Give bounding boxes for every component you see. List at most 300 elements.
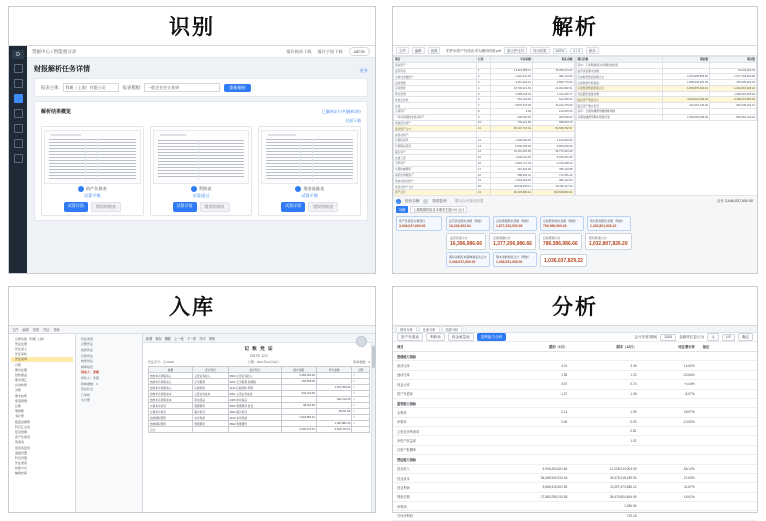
- table-row[interactable]: [393, 389, 757, 398]
- cell-end: [571, 455, 640, 464]
- list-item[interactable]: 凭证状态: [81, 387, 94, 392]
- cell: 688,904.15: [532, 120, 574, 126]
- col-header: 期末（12月）: [571, 342, 640, 352]
- sheet-button[interactable]: 打印: [199, 336, 206, 341]
- list-item[interactable]: 转账凭证: [81, 359, 94, 364]
- cell: 688,904.12: [491, 172, 533, 178]
- menu-file[interactable]: 文件: [12, 328, 19, 332]
- doc-detail-button[interactable]: 试算详情: [64, 202, 88, 212]
- cell-growth: 28.57%: [641, 408, 699, 417]
- page-indicator[interactable]: 1 / 3: [570, 48, 583, 54]
- doc-label: [78, 186, 107, 192]
- manual-download-link[interactable]: 操作手册下载: [317, 48, 343, 54]
- cell-begin: [502, 352, 571, 361]
- cell: 管理费用: [193, 403, 228, 409]
- check-tabs: [396, 206, 754, 213]
- table-row[interactable]: [393, 473, 757, 482]
- cell: 累计折旧: [193, 409, 228, 415]
- panel-parse: [392, 6, 758, 274]
- scrollbar-thumb[interactable]: [372, 346, 375, 368]
- cell: 其中：长期待摊费用摊销额明细: [576, 109, 663, 115]
- cell-note: [699, 464, 757, 473]
- analysis-tab[interactable]: 比率分析: [419, 326, 440, 332]
- list-item[interactable]: 凭证类型: [81, 336, 94, 341]
- col-header: 期初（1月）: [502, 342, 571, 352]
- tree-item[interactable]: 总账: [15, 404, 22, 409]
- cell-label: 利润总额: [393, 492, 502, 501]
- sum-card: [489, 233, 536, 250]
- cell-begin: [502, 436, 571, 445]
- export-button[interactable]: 导出结果: [530, 47, 550, 54]
- tab-profitability[interactable]: 盈利能力分析: [477, 333, 507, 341]
- filter-card: [34, 78, 368, 97]
- sidebar-nav[interactable]: [14, 64, 23, 163]
- cell-end: [571, 352, 640, 361]
- source-col-1: 行次: [477, 57, 491, 63]
- table-row[interactable]: [393, 455, 757, 464]
- period-input[interactable]: 1204: [660, 334, 676, 341]
- company-select[interactable]: 科帆（上海）有限公司: [63, 83, 119, 92]
- cell: 18,700,221.54: [491, 85, 533, 91]
- cell-note: [699, 361, 757, 370]
- cell: 4: [477, 85, 491, 91]
- panel-recognize-cell: [0, 0, 384, 280]
- cell-begin: 9,885,418,602.69: [502, 483, 571, 492]
- cell: 2,890,776.00: [532, 80, 574, 86]
- table-row[interactable]: [393, 502, 757, 511]
- table-row[interactable]: [393, 492, 757, 501]
- list-item[interactable]: 收款凭证: [81, 347, 94, 352]
- cell: 3,406,472.01: [281, 427, 316, 433]
- topbar-actions: [286, 47, 370, 56]
- cell: 递延所得税资产: [394, 172, 477, 178]
- table-row[interactable]: [393, 370, 757, 379]
- tab-balance-sheet[interactable]: 资产负债表: [397, 333, 423, 341]
- tree-item[interactable]: 对账: [15, 388, 22, 393]
- cell-note: [699, 427, 757, 436]
- result-section-head: [41, 108, 361, 115]
- cell-label: 速动比率: [393, 370, 502, 379]
- cell: 280,000.00: [532, 114, 574, 120]
- recognize-topbar: [27, 46, 375, 58]
- doc-actions: [64, 202, 121, 212]
- doc-error-button[interactable]: 错误明细表: [91, 202, 121, 212]
- doc-thumbnail: [44, 130, 141, 184]
- flow-root-node[interactable]: [396, 216, 442, 231]
- cell-begin: [502, 502, 571, 511]
- menu-help[interactable]: 帮助: [53, 328, 60, 332]
- parse-app: [393, 46, 757, 273]
- tree-item[interactable]: 凭证审核: [15, 352, 28, 357]
- module-tree[interactable]: [9, 334, 76, 512]
- cell: 主营业务收入: [193, 373, 228, 379]
- list-item[interactable]: 制单人：张敏: [81, 370, 100, 375]
- confirm-button[interactable]: 确定: [738, 333, 753, 341]
- flow-node-value: 1,677,203,930.05: [496, 224, 523, 228]
- sum-card-name: 货币资金小计: [450, 236, 469, 240]
- flow-node-name: 应收票据期末余额（明细）: [496, 219, 531, 223]
- cell-end: 11,097,473,686.14: [571, 483, 640, 492]
- cell: 6602 管理费用-折旧: [228, 403, 281, 409]
- voucher-document: [143, 343, 375, 436]
- cell: 612,008.42: [532, 97, 574, 103]
- col-posted: 记账: [352, 367, 370, 373]
- menu-edit[interactable]: 编辑: [412, 47, 425, 54]
- table-row[interactable]: [576, 114, 757, 120]
- col-debit: 借方金额: [281, 367, 316, 373]
- cell-note: [699, 408, 757, 417]
- tree-item[interactable]: 凭证录入: [15, 346, 28, 351]
- flow-node[interactable]: [540, 216, 584, 231]
- col-account-code: 会计科目: [228, 367, 281, 373]
- tree-item[interactable]: 总账系统（科帆 上海）: [15, 336, 46, 341]
- cell: 365,110.88: [532, 166, 574, 172]
- sidebar-item-home-icon[interactable]: [14, 64, 23, 73]
- cell: 1,677,203,930.05: [710, 74, 757, 80]
- doc-label-text: 利润表: [198, 186, 212, 191]
- table-row[interactable]: [393, 361, 757, 370]
- cell: 166,959.00: [281, 379, 316, 385]
- vertical-scrollbar[interactable]: [371, 342, 375, 512]
- cell-begin: [502, 398, 571, 407]
- panel-analysis-screenshot: [393, 326, 757, 519]
- tree-item[interactable]: 科目设置: [15, 455, 28, 460]
- cell-note: [699, 370, 757, 379]
- tab-goujii[interactable]: 勾稽: [396, 206, 408, 213]
- download-all-button[interactable]: 全部下载: [345, 118, 361, 123]
- menu-edit[interactable]: 编辑: [22, 328, 29, 332]
- sub-node[interactable]: [446, 252, 490, 267]
- tree-item[interactable]: 自动转账: [15, 383, 28, 388]
- sidebar-item-key-icon[interactable]: [14, 139, 23, 148]
- doc-label-text: 资产负债表: [85, 186, 107, 191]
- doc-card[interactable]: [150, 126, 253, 216]
- cell: 48,221.66: [316, 409, 351, 415]
- import-menubar: [9, 326, 375, 334]
- cell: 13: [477, 143, 491, 149]
- cell-end: 45,475,218,189.94: [571, 473, 640, 482]
- voucher-table: [148, 366, 370, 433]
- reparse-button[interactable]: 重新解析: [224, 84, 251, 92]
- cell: 745,221.80: [491, 120, 533, 126]
- table-row[interactable]: [393, 398, 757, 407]
- tree-item[interactable]: 现金流量表: [15, 445, 31, 450]
- table-row[interactable]: [393, 417, 757, 426]
- cell: 32,118,004.66: [491, 149, 533, 155]
- cell: 合同资产: [394, 109, 477, 115]
- list-item[interactable]: 审核人：李强: [81, 375, 100, 380]
- menu-file[interactable]: 文件: [396, 47, 409, 54]
- tree-item[interactable]: 结算方式: [15, 466, 28, 471]
- avatar[interactable]: [356, 336, 367, 347]
- col-header: 备注: [699, 342, 757, 352]
- table-row[interactable]: [393, 436, 757, 445]
- cell-end: 1.23: [571, 370, 640, 379]
- cell: 902,110.25: [316, 397, 351, 403]
- cell-end: [571, 445, 640, 454]
- cell: 在建工程: [394, 155, 477, 161]
- doc-detail-button[interactable]: 试算详情: [173, 202, 197, 212]
- flow-node[interactable]: [446, 216, 490, 231]
- cell: 非流动资产合计: [394, 184, 477, 190]
- tree-item[interactable]: 期末调汇: [15, 378, 28, 383]
- sub-node-name: 期初余额及本期增减变动合计: [449, 255, 487, 259]
- flow-sums: [446, 233, 754, 250]
- cell-label: 营业收入: [393, 464, 502, 473]
- sum-card: [585, 233, 632, 250]
- step-1-label[interactable]: 校验勾稽: [405, 199, 420, 203]
- cell: 99,193,980.12: [491, 189, 533, 195]
- tree-item[interactable]: 资产负债表: [15, 435, 31, 440]
- tree-item[interactable]: 明细账: [15, 409, 25, 414]
- cell-end: 729.18: [571, 511, 640, 520]
- sidebar-item-flow-icon[interactable]: [14, 124, 23, 133]
- tab-income-statement[interactable]: 利润表: [426, 333, 445, 341]
- parse-source-pane[interactable]: [393, 56, 576, 195]
- analysis-tab[interactable]: 财务分析: [396, 326, 417, 332]
- cell: 6,015,330.45: [532, 155, 574, 161]
- tree-item[interactable]: 账簿管理: [15, 398, 28, 403]
- guide-download-link[interactable]: 操作指南下载: [286, 48, 312, 54]
- sidebar-item-doc-icon[interactable]: [14, 79, 23, 88]
- unit-select[interactable]: 元: [707, 333, 719, 341]
- menu-voucher[interactable]: 凭证: [43, 328, 50, 332]
- parse-result-pane[interactable]: [576, 56, 758, 195]
- table-row[interactable]: [393, 408, 757, 417]
- cell: 存货跌价准备余额: [576, 91, 663, 97]
- cell: 1405 库存商品: [228, 397, 281, 403]
- cell: 1,100,000.00: [532, 137, 574, 143]
- sheet-button[interactable]: 上一张: [174, 336, 184, 341]
- doc-thumbnail: [153, 130, 250, 184]
- menu-view[interactable]: 视图: [428, 47, 441, 54]
- tree-item[interactable]: 结转损益: [15, 372, 28, 377]
- panel-import-cell: [0, 280, 384, 519]
- cell: 601,003,344.06: [663, 103, 710, 109]
- cell: 1,451,259.00: [316, 385, 351, 391]
- cell: 其他应收款: [394, 97, 477, 103]
- check-note: 期末合计校验结果: [454, 199, 484, 203]
- cell-growth: -8.57%: [641, 389, 699, 398]
- cell: [193, 427, 228, 433]
- cell: 预付款项: [394, 91, 477, 97]
- sheet-button[interactable]: 下一张: [186, 336, 197, 341]
- tree-item[interactable]: 辅助核算: [15, 471, 28, 476]
- cell-label: 归母净利润: [393, 511, 502, 520]
- tree-item[interactable]: 多栏账: [15, 414, 25, 419]
- zoom-level[interactable]: 100%: [553, 48, 568, 54]
- cell: 712,335.40: [532, 172, 574, 178]
- cell-growth: [641, 445, 699, 454]
- result-section-count: 已解析3个/共解析3份: [321, 108, 361, 114]
- cell: 49,046,233.11: [491, 184, 533, 190]
- source-col-2: 年初余额: [491, 57, 533, 63]
- sidebar-item-gear-icon[interactable]: [14, 154, 23, 163]
- cell: √: [352, 409, 370, 415]
- cell: 一年内到期的非流动资产: [394, 114, 477, 120]
- cell-note: [699, 492, 757, 501]
- sheet-button[interactable]: 审核: [208, 336, 215, 341]
- flow-node[interactable]: [493, 216, 537, 231]
- panel-analysis: [392, 286, 758, 519]
- tree-item[interactable]: 凭证处理: [15, 341, 28, 346]
- cell-growth: -10.00%: [641, 417, 699, 426]
- doc-card[interactable]: [41, 126, 144, 216]
- list-item[interactable]: 制单信息: [81, 364, 94, 369]
- sub-node-value: 1,036,081,008.00: [496, 260, 523, 264]
- panel-recognize-title: 识别: [9, 7, 375, 46]
- recognize-main: [27, 46, 375, 273]
- cell: 6,500,000.00: [491, 143, 533, 149]
- page-indicator[interactable]: 1/2: [722, 334, 735, 341]
- cell: 2221 应交税费-销项税: [228, 379, 281, 385]
- sidebar-item-chart-icon[interactable]: [14, 109, 23, 118]
- sheet-button[interactable]: 新增: [146, 336, 153, 341]
- result-col-1: 期初数: [663, 57, 710, 63]
- save-button[interactable]: 保存: [586, 47, 599, 54]
- cell: 2,733,008.12: [532, 161, 574, 167]
- table-row[interactable]: [393, 352, 757, 361]
- analysis-table: [393, 342, 757, 521]
- cell-begin: 9,936,254,821.64: [502, 464, 571, 473]
- sheet-toolbar: [143, 334, 375, 343]
- compare-button[interactable]: 原文件比对: [504, 47, 527, 54]
- cell-end: 1,286.84: [571, 502, 640, 511]
- list-item[interactable]: 记账凭证: [81, 342, 94, 347]
- cell: 3: [477, 80, 491, 86]
- doc-card[interactable]: [258, 126, 361, 216]
- menu-view[interactable]: 视图: [32, 328, 40, 332]
- cell: 1602 累计折旧: [228, 409, 281, 415]
- cell: 计提本月折旧: [149, 409, 193, 415]
- parse-toolbar: [393, 46, 757, 56]
- cell: 合计: [149, 427, 193, 433]
- cell-end: 36,475,804,694.69: [571, 492, 640, 501]
- cell-growth: [641, 511, 699, 520]
- recognize-app: [9, 46, 375, 273]
- cell-end: 1.89: [571, 408, 640, 417]
- cell: 结转本月销售成本: [149, 397, 193, 403]
- cell-note: [699, 455, 757, 464]
- cell-growth: [641, 427, 699, 436]
- cell: 4103 本年利润: [228, 415, 281, 421]
- flow-node[interactable]: [587, 216, 631, 231]
- sum-card: [446, 233, 486, 250]
- voucher-title: 记 账 凭 证: [244, 346, 274, 351]
- table-row[interactable]: [393, 464, 757, 473]
- cell: 30,774,221.09: [532, 149, 574, 155]
- doc-thumbnail: [261, 130, 358, 184]
- sidebar-item-table-icon[interactable]: [14, 94, 23, 103]
- flow-subnodes: [446, 252, 754, 267]
- tree-item[interactable]: 数量金额账: [15, 419, 31, 424]
- list-item[interactable]: 未记账: [81, 398, 91, 403]
- source-col-0: 项目: [394, 57, 477, 63]
- tree-item[interactable]: 科目汇总表: [15, 424, 31, 429]
- table-row[interactable]: [393, 511, 757, 520]
- cell: 10: [477, 120, 491, 126]
- check-total-label: 合计: [716, 199, 725, 203]
- doc-status: 试算通过: [192, 193, 210, 198]
- step-2-label[interactable]: 数据复核: [432, 199, 447, 203]
- doc-actions: [281, 202, 338, 212]
- tree-item[interactable]: 凭证类别: [15, 461, 28, 466]
- step-2-badge: 2: [425, 199, 427, 204]
- cell: 1,004,882.10: [316, 421, 351, 427]
- voucher-side-list[interactable]: [76, 334, 143, 512]
- doc-error-button[interactable]: 错误明细表: [308, 202, 338, 212]
- sum-card: [539, 233, 582, 250]
- user-menu[interactable]: admin: [349, 47, 370, 56]
- sheet-button[interactable]: 保存: [155, 336, 162, 341]
- recognize-sidebar: [9, 46, 27, 273]
- cell: 存货: [394, 103, 477, 109]
- cell-end: 0.93: [571, 417, 640, 426]
- cell: 3,112,004.21: [491, 80, 533, 86]
- sheet-button[interactable]: 删除: [164, 336, 172, 341]
- sub-node[interactable]: [493, 252, 537, 267]
- tree-item[interactable]: 凭证查询: [11, 357, 73, 362]
- cell-label: 毛利率: [393, 408, 502, 417]
- breadcrumb: 票据中心 / 智能重分录: [32, 48, 77, 54]
- tree-item[interactable]: 报表管理: [15, 429, 28, 434]
- tree-item[interactable]: 期末结账: [15, 393, 28, 398]
- analysis-tab[interactable]: 趋势分析: [442, 326, 463, 332]
- tree-item[interactable]: 利润表: [15, 440, 25, 445]
- result-card: [34, 101, 368, 221]
- tree-item[interactable]: 基础设置: [15, 450, 28, 455]
- cell-begin: [502, 455, 571, 464]
- flow-node-name: 预付款项期末余额（明细）: [590, 219, 625, 223]
- tree-item[interactable]: 期末处理: [15, 367, 28, 372]
- list-item[interactable]: 付款凭证: [81, 353, 94, 358]
- cell: 50,147,747.01: [491, 126, 533, 132]
- table-row[interactable]: [393, 380, 757, 389]
- check-total: [717, 199, 753, 204]
- voucher-date: 日期：2017年12月31日: [247, 360, 280, 364]
- list-item[interactable]: 已审核: [81, 392, 91, 397]
- table-row[interactable]: [393, 427, 757, 436]
- tab-cash-flow[interactable]: 现金流量表: [448, 333, 474, 341]
- table-row[interactable]: [149, 427, 370, 433]
- more-link[interactable]: 更多: [359, 67, 368, 73]
- flow-node-value: 16,243,902.04: [449, 224, 471, 228]
- template-select[interactable]: 一般企业会计准则: [144, 83, 220, 92]
- doc-check-icon[interactable]: [191, 186, 197, 192]
- cell: 应收账款坏账准备: [576, 80, 663, 86]
- sum-card-name: 应收票据小计: [492, 236, 511, 240]
- list-item[interactable]: 附单据数：3: [81, 381, 98, 386]
- result-table: [576, 56, 758, 121]
- doc-error-button[interactable]: 错误明细表: [200, 202, 230, 212]
- doc-detail-button[interactable]: 试算详情: [281, 202, 305, 212]
- cell: 流动资产:: [394, 62, 477, 68]
- col-credit: 贷方金额: [316, 367, 351, 373]
- tree-item[interactable]: 记账: [15, 362, 22, 367]
- cell: 18: [477, 172, 491, 178]
- cell-begin: [502, 427, 571, 436]
- table-row[interactable]: [393, 445, 757, 454]
- cell: 51,668,702.97: [532, 126, 574, 132]
- doc-check-icon[interactable]: [295, 186, 301, 192]
- tab-prev-verify[interactable]: 上期数据校验及本期发生额小计合计: [410, 206, 467, 213]
- cell: 1,285,443.10: [491, 91, 533, 97]
- table-row[interactable]: [393, 483, 757, 492]
- flow-children: [446, 216, 754, 231]
- doc-check-icon[interactable]: [78, 186, 84, 192]
- cell: 长期股权投资: [394, 143, 477, 149]
- cell: 7: [477, 103, 491, 109]
